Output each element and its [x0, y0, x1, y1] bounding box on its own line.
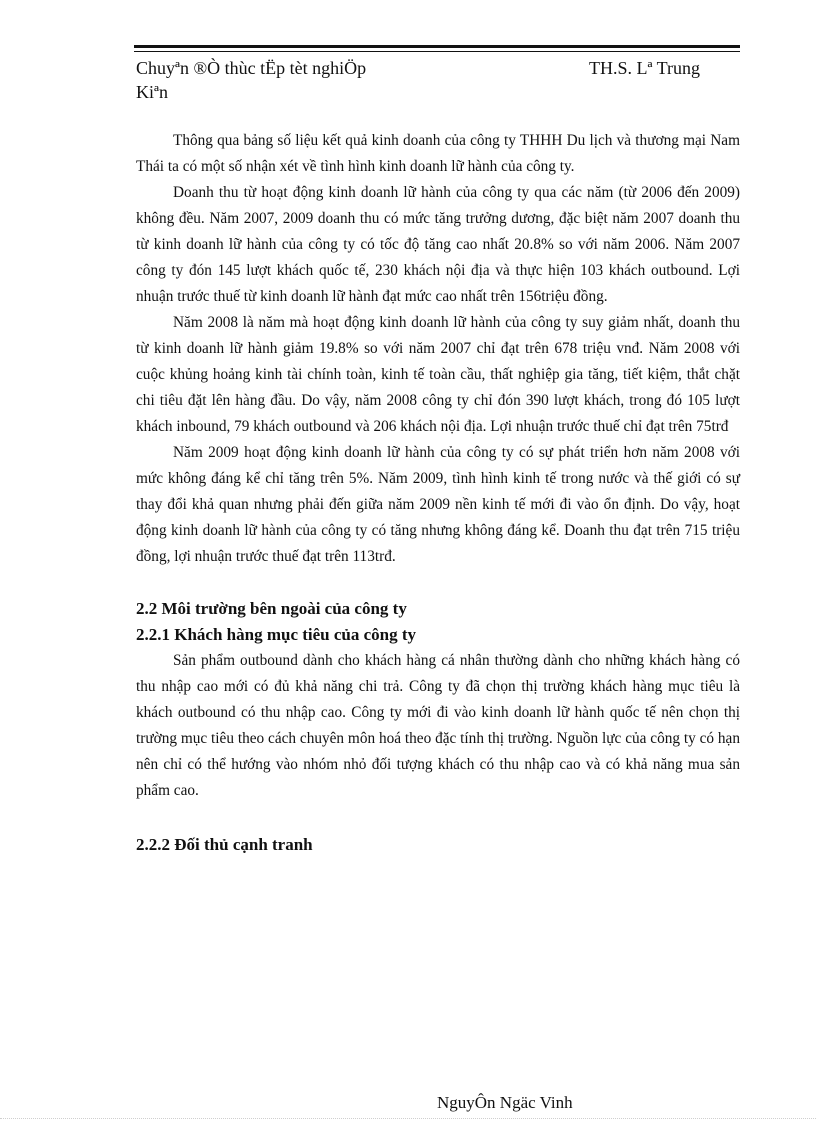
section-heading-2-2-2: 2.2.2 Đối thủ cạnh tranh	[136, 835, 313, 854]
header-author: TH.S. Lª Trung	[589, 58, 700, 78]
footer-author: NguyÔn Ngäc Vinh	[437, 1093, 573, 1112]
document-body	[136, 128, 740, 858]
header-title	[136, 56, 436, 104]
page-bottom-border	[0, 1118, 816, 1120]
header-rule-thin	[134, 51, 740, 52]
paragraph-target-customers: Sản phẩm outbound dành cho khách hàng cá nhân thường dành cho những khách hàng có thu nhập cao mới có đủ khả năng chi trả. Công ty đã chọn thị trường khách hàng mục tiêu là khách outbound có thu nhập cao. Công ty mới đi vào kinh doanh lữ hành quốc tế nên chọn thị trường mục tiêu theo cách chuyên môn hoá theo đặc tính thị trường. Nguồn lực của công ty có hạn nên chỉ có thể hướng vào nhóm nhỏ đối tượng khách có thu nhập cao và có khả năng mua sản phẩm cao.	[136, 652, 740, 799]
paragraph-intro: Thông qua bảng số liệu kết quả kinh doanh của công ty THHH Du lịch và thương mại Nam Thái ta có một số nhận xét về tình hình kinh doanh lữ hành của công ty.	[136, 132, 740, 175]
section-heading-2-2: 2.2 Môi trường bên ngoài của công ty	[136, 599, 407, 618]
spacer	[136, 804, 740, 832]
header-title-line1: Chuyªn ®Ò thùc tËp tèt nghiÖp	[136, 58, 367, 78]
paragraph-2008: Năm 2008 là năm mà hoạt động kinh doanh lữ hành của công ty suy giảm nhất, doanh thu từ kinh doanh lữ hành giảm 19.8% so với năm 2007 chỉ đạt trên 678 triệu vnđ. Năm 2008 với cuộc khủng hoảng kinh tài chính toàn, kinh tế toàn cầu, thất nghiệp gia tăng, tiết kiệm, thắt chặt chi tiêu đặt lên hàng đầu. Do vậy, năm 2008 công ty chỉ đón 390 lượt khách, trong đó 105 lượt khách inbound, 79 khách outbound và 206 khách nội địa. Lợi nhuận trước thuế chỉ đạt trên 75trđ	[136, 314, 740, 435]
header-rule-thick	[134, 45, 740, 48]
paragraph-2009: Năm 2009 hoạt động kinh doanh lữ hành của công ty có sự phát triển hơn năm 2008 với mức không đáng kể chỉ tăng trên 5%. Năm 2009, tình hình kinh tế trong nước và thế giới có sự thay đổi khả quan nhưng phải đến giữa năm 2009 nền kinh tế mới đi vào ổn định. Do vậy, hoạt động kinh doanh lữ hành của công ty có tăng nhưng không đáng kể. Doanh thu đạt trên 715 triệu đồng, lợi nhuận trước thuế đạt trên 113trđ.	[136, 444, 740, 565]
spacer	[136, 570, 740, 596]
paragraph-revenue-2007: Doanh thu từ hoạt động kinh doanh lữ hành của công ty qua các năm (từ 2006 đến 2009) không đều. Năm 2007, 2009 doanh thu có mức tăng trưởng dương, đặc biệt năm 2007 doanh thu từ kinh doanh lữ hành của công ty có tốc độ tăng cao nhất 20.8% so với năm 2006. Năm 2007 công ty đón 145 lượt khách quốc tế, 230 khách nội địa và thực hiện 103 khách outbound. Lợi nhuận trước thuế từ kinh doanh lữ hành đạt mức cao nhất trên 156triệu đồng.	[136, 184, 740, 305]
section-heading-2-2-1: 2.2.1 Khách hàng mục tiêu của công ty	[136, 625, 417, 644]
header-title-line2: Kiªn	[136, 82, 168, 102]
